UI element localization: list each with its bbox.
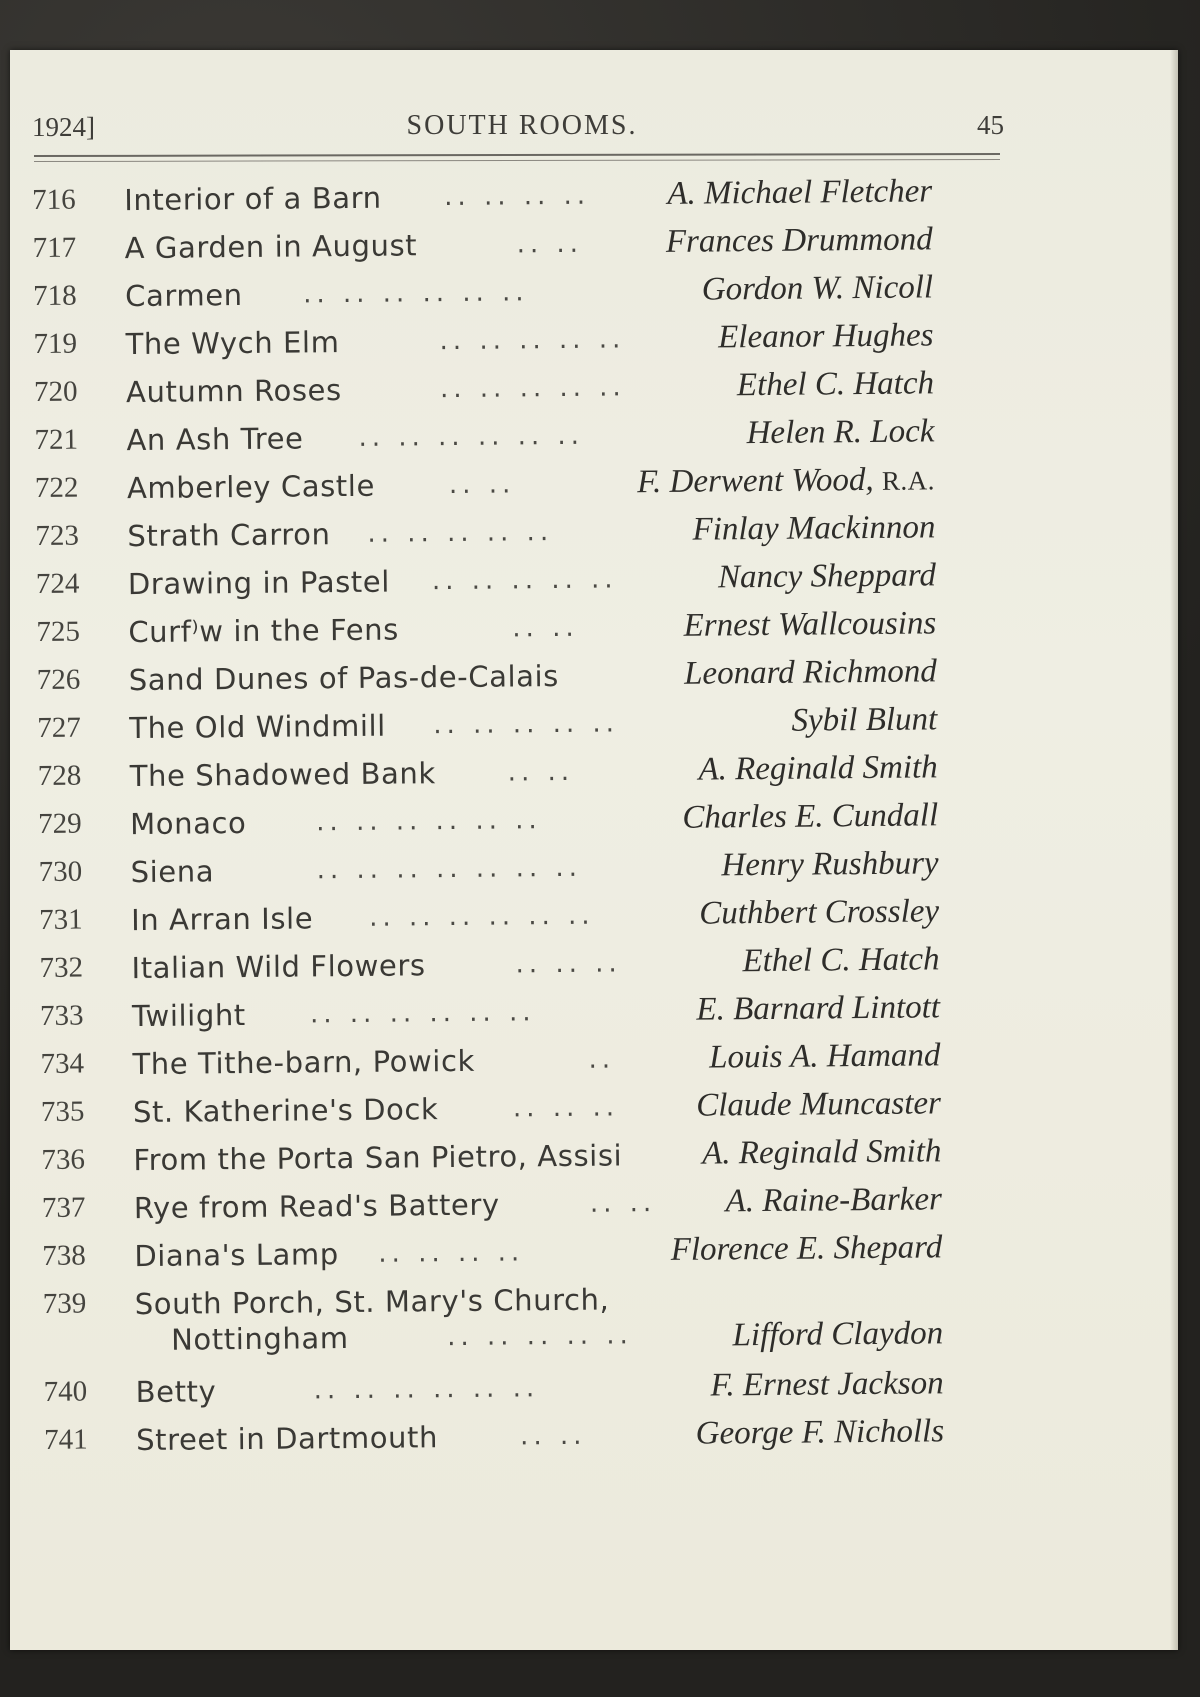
dot-leader: .. .. [589,1188,657,1219]
entry-title: An Ash Tree [126,421,304,458]
entry-title: Carmen [124,277,243,314]
dot-leader: .. .. .. .. .. [439,324,626,357]
entry-artist: Lifford Claydon [732,1315,944,1354]
entry-number: 739 [42,1287,87,1320]
entry-title: Drawing in Pastel [127,564,391,602]
entry-artist: Finlay Mackinnon [692,509,936,548]
entry-artist: Ethel C. Hatch [736,365,935,404]
entry-number: 728 [37,759,82,792]
dot-leader: .. .. .. .. .. .. [313,1373,540,1406]
entry-number: 727 [37,711,81,744]
page-number: 45 [977,110,1004,140]
entry-title: Interior of a Barn [124,180,382,218]
entry-artist: Frances Drummond [665,221,933,260]
entry-title: A Garden in August [124,228,418,266]
entry-artist: Gordon W. Nicoll [701,269,934,308]
entry-number: 731 [38,903,83,936]
entry-number: 723 [35,519,80,552]
entry-title: The Tithe-barn, Powick [132,1043,476,1082]
entry-number: 721 [34,423,79,456]
entry-artist: Henry Rushbury [721,845,939,884]
entry-title: Curf⁾w in the Fens [128,612,400,650]
entry-artist: A. Raine-Barker [725,1181,943,1220]
dot-leader: .. .. .. .. .. .. [368,900,595,933]
entry-number: 725 [36,615,81,648]
dot-leader: .. .. .. .. [378,1237,525,1269]
entry-title: From the Porta San Pietro, Assisi [133,1138,623,1178]
header-rule [34,153,1000,162]
entry-title: The Wych Elm [125,325,340,362]
dot-leader: .. .. .. .. [444,180,591,213]
dot-leader: .. .. [516,228,584,260]
entry-artist: Ernest Wallcousins [683,605,937,644]
entry-artist [637,461,935,501]
dot-leader: .. .. .. .. .. .. [316,805,542,838]
entry-artist: Leonard Richmond [683,653,937,692]
entry-number: 717 [32,231,77,264]
entry-artist: Nancy Sheppard [717,557,937,596]
dot-leader: .. [588,1044,616,1075]
entry-number: 722 [34,471,79,504]
dot-leader: .. .. .. .. .. .. .. [316,852,583,886]
entry-number: 719 [33,327,78,360]
entry-artist: Charles E. Cundall [682,797,939,836]
dot-leader: .. .. [519,1420,587,1452]
dot-leader: .. .. .. .. .. [367,517,554,549]
entry-number: 740 [43,1375,88,1408]
header-year: 1924] [32,112,95,142]
entry-title: The Shadowed Bank [129,756,436,794]
entry-number: 736 [41,1143,86,1176]
entry-artist: E. Barnard Lintott [696,989,941,1028]
dot-leader: .. .. .. [512,1092,620,1124]
entry-title: Street in Dartmouth [135,1420,439,1458]
entry-artist: Helen R. Lock [746,413,935,452]
entry-artist: George F. Nicholls [695,1413,945,1452]
entry-title: St. Katherine's Dock [132,1092,439,1130]
dot-leader: .. .. .. .. .. [431,564,618,597]
entry-title: Italian Wild Flowers [131,948,426,986]
entry-artist: A. Michael Fletcher [667,173,933,212]
entry-739 [43,1272,1044,1370]
entry-title: Sand Dunes of Pas-de-Calais [128,658,560,698]
entry-title-continued: Nottingham [170,1321,349,1357]
entry-title: Autumn Roses [125,373,342,410]
entry-title: Betty [135,1374,217,1410]
entry-artist: A. Reginald Smith [702,1133,942,1172]
entry-title: Amberley Castle [126,468,376,506]
entry-title: Rye from Read's Battery [133,1187,500,1226]
artist-honour: R.A. [881,465,936,496]
entry-artist: Sybil Blunt [791,701,938,739]
entry-number: 741 [43,1423,88,1456]
entry-number: 732 [39,951,84,984]
entry-title: Siena [130,854,215,890]
entry-number: 718 [32,279,77,312]
entry-list [32,168,1044,1466]
dot-leader: .. .. .. .. .. .. [309,997,536,1030]
catalogue-page [10,50,1178,1650]
entry-title: In Arran Isle [130,901,314,938]
dot-leader: .. .. [507,756,575,788]
dot-leader: .. .. .. .. .. [439,372,626,405]
dot-leader: .. .. .. [515,948,622,980]
artist-name: F. Derwent Wood, [636,461,874,501]
dot-leader: .. .. .. .. .. .. [302,277,529,310]
entry-number: 733 [39,999,84,1032]
entry-title: South Porch, St. Mary's Church, [134,1282,610,1322]
entry-title: Strath Carron [127,517,331,554]
entry-number: 724 [35,567,80,600]
entry-number: 720 [33,375,78,408]
entry-number: 729 [38,807,82,840]
entry-artist: Louis A. Hamand [708,1037,941,1076]
entry-741 [44,1408,1044,1466]
dot-leader: .. .. [512,612,579,644]
entry-artist: F. Ernest Jackson [710,1365,944,1404]
dot-leader: .. .. [448,469,516,501]
entry-artist: Ethel C. Hatch [742,941,940,980]
section-title: SOUTH ROOMS. [406,110,638,141]
entry-number: 726 [36,663,81,696]
dot-leader: .. .. .. .. .. [433,708,620,741]
entry-title: Twilight [131,997,246,1034]
entry-title: Monaco [130,805,247,842]
entry-number: 730 [38,855,83,888]
dot-leader: .. .. .. .. .. .. [358,420,585,453]
entry-artist: Eleanor Hughes [717,317,934,356]
entry-number: 734 [40,1047,85,1080]
dot-leader: .. .. .. .. .. [447,1320,633,1353]
entry-artist: Claude Muncaster [696,1085,942,1124]
entry-number: 716 [32,183,76,216]
entry-number: 738 [42,1239,86,1272]
entry-title: The Old Windmill [129,708,387,746]
entry-artist: Cuthbert Crossley [699,893,940,932]
entry-number: 735 [40,1095,85,1128]
running-header [32,102,1012,146]
entry-title: Diana's Lamp [134,1237,339,1274]
entry-artist: A. Reginald Smith [698,749,938,788]
page-edge-shadow [1170,50,1178,1650]
entry-number: 737 [41,1191,86,1224]
entry-artist: Florence E. Shepard [670,1229,943,1268]
